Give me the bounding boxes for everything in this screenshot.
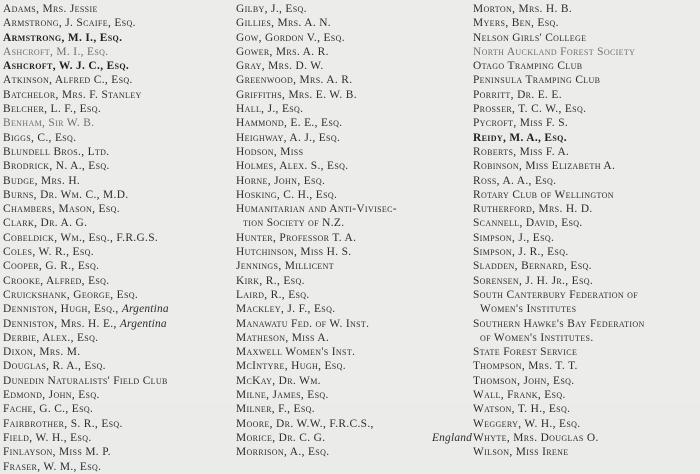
name-entry — [236, 274, 480, 288]
entry-name: Gower, Mrs. A. R. — [236, 45, 329, 58]
name-entry — [3, 374, 235, 388]
name-entry — [236, 345, 480, 359]
name-column-3 — [473, 2, 700, 460]
name-entry — [473, 31, 700, 45]
entry-name: Thompson, Mrs. T. T. — [473, 360, 578, 373]
entry-name: Cobeldick, Wm., Esq., F.R.G.S. — [3, 231, 159, 244]
entry-name: Laird, R., Esq. — [236, 288, 310, 301]
name-entry — [236, 216, 480, 230]
entry-name: Robinson, Miss Elizabeth A. — [473, 160, 616, 173]
name-entry — [3, 131, 235, 145]
entry-name: Atkinson, Alfred C., Esq. — [3, 74, 133, 87]
entry-name: Hutchinson, Miss H. S. — [236, 246, 352, 259]
name-entry — [473, 302, 700, 316]
entry-name: Nelson Girls' College — [473, 31, 587, 44]
entry-name: Fairbrother, S. R., Esq. — [3, 417, 123, 430]
entry-name: Southern Hawke's Bay Federation — [473, 317, 645, 330]
name-entry — [473, 245, 700, 259]
name-entry — [236, 245, 480, 259]
name-entry — [473, 202, 700, 216]
name-entry — [473, 231, 700, 245]
name-entry — [3, 145, 235, 159]
name-entry — [236, 174, 480, 188]
name-entry — [236, 317, 480, 331]
name-entry — [3, 45, 235, 59]
entry-name: Roberts, Miss F. A. — [473, 145, 570, 158]
name-entry — [236, 374, 480, 388]
name-entry — [3, 245, 235, 259]
entry-name: Fache, G. C., Esq. — [3, 403, 94, 416]
name-entry — [3, 59, 235, 73]
name-entry — [3, 231, 235, 245]
entry-name: Milner, F., Esq. — [236, 403, 315, 416]
entry-name: of Women's Institutes. — [480, 331, 594, 344]
entry-name: Cruickshank, George, Esq. — [3, 288, 139, 301]
entry-name: Brodrick, N. A., Esq. — [3, 160, 110, 173]
entry-name: Biggs, C., Esq. — [3, 131, 77, 144]
entry-name: Armstrong, J. Scaife, Esq. — [3, 17, 136, 30]
entry-name: tion Society of N.Z. — [243, 217, 345, 230]
entry-name: Clark, Dr. A. G. — [3, 217, 88, 230]
entry-name: Morice, Dr. C. G. — [236, 431, 326, 444]
name-entry — [3, 317, 235, 331]
entry-name: Jennings, Millicent — [236, 260, 335, 273]
name-entry — [236, 145, 480, 159]
name-entry — [3, 202, 235, 216]
name-entry — [473, 88, 700, 102]
entry-name: Women's Institutes — [480, 303, 577, 316]
name-entry — [3, 445, 235, 459]
name-entry — [473, 417, 700, 431]
name-entry — [473, 16, 700, 30]
entry-name: Simpson, J., Esq. — [473, 231, 555, 244]
name-entry — [3, 102, 235, 116]
name-entry — [473, 374, 700, 388]
entry-name: Morton, Mrs. H. B. — [473, 3, 573, 15]
name-entry — [473, 73, 700, 87]
entry-name: Rutherford, Mrs. H. D. — [473, 203, 593, 216]
entry-name: Mackley, J. F., Esq. — [236, 303, 336, 316]
name-entry — [473, 402, 700, 416]
name-entry — [3, 188, 235, 202]
name-entry — [473, 445, 700, 459]
entry-name: Crooke, Alfred, Esq. — [3, 274, 110, 287]
entry-name: Burns, Dr. Wm. C., M.D. — [3, 188, 129, 201]
entry-name: Belcher, L. F., Esq. — [3, 103, 102, 116]
name-entry — [473, 116, 700, 130]
name-entry — [473, 159, 700, 173]
entry-name: Morrison, A., Esq. — [236, 446, 330, 459]
name-entry — [3, 417, 235, 431]
name-entry — [3, 88, 235, 102]
name-entry — [236, 116, 480, 130]
entry-name: Ashcroft, W. J. C., Esq. — [3, 60, 130, 73]
name-entry — [3, 16, 235, 30]
entry-name: Simpson, J. R., Esq. — [473, 246, 569, 259]
entry-name: McKay, Dr. Wm. — [236, 374, 321, 387]
entry-name: Gow, Gordon V., Esq. — [236, 31, 345, 44]
entry-name: Horne, John, Esq. — [236, 174, 326, 187]
name-entry — [236, 288, 480, 302]
name-column-2 — [236, 2, 480, 460]
name-entry — [473, 345, 700, 359]
entry-name: Chambers, Mason, Esq. — [3, 203, 120, 216]
name-entry — [236, 359, 480, 373]
name-entry — [473, 359, 700, 373]
name-entry — [3, 216, 235, 230]
name-entry — [473, 317, 700, 331]
name-entry — [3, 359, 235, 373]
name-entry — [236, 445, 480, 459]
name-entry — [236, 231, 480, 245]
entry-name: Hosking, C. H., Esq. — [236, 188, 338, 201]
name-entry — [473, 188, 700, 202]
entry-name: Dunedin Naturalists' Field Club — [3, 374, 168, 387]
entry-name: Porritt, Dr. E. E. — [473, 88, 562, 101]
entry-name: Humanitarian and Anti-Vivisec- — [236, 203, 397, 216]
entry-name: Moore, Dr. W.W., F.R.C.S., — [236, 417, 374, 430]
name-entry — [3, 274, 235, 288]
name-entry — [473, 59, 700, 73]
entry-name: Heighway, A. J., Esq. — [236, 131, 341, 144]
name-entry — [236, 45, 480, 59]
name-entry — [236, 2, 480, 16]
name-entry — [236, 417, 480, 431]
name-entry — [236, 131, 480, 145]
entry-name: Denniston, Mrs. H. E., — [3, 317, 117, 330]
entry-name: Matheson, Miss A. — [236, 331, 330, 344]
entry-name: Rotary Club of Wellington — [473, 188, 614, 201]
entry-name: Thomson, John, Esq. — [473, 374, 575, 387]
entry-name: Sorensen, J. H. Jr., Esq. — [473, 274, 594, 287]
entry-name: Hall, J., Esq. — [236, 103, 304, 116]
name-entry — [473, 145, 700, 159]
entry-name: Manawatu Fed. of W. Inst. — [236, 317, 370, 330]
entry-name: Edmond, John, Esq. — [3, 389, 100, 402]
name-entry — [3, 288, 235, 302]
entry-name: Wall, Frank, Esq. — [473, 389, 566, 402]
name-entry — [473, 174, 700, 188]
entry-name: Sladden, Bernard, Esq. — [473, 260, 592, 273]
entry-location: Argentina — [119, 317, 167, 330]
name-entry — [473, 45, 700, 59]
entry-name: Holmes, Alex. S., Esq. — [236, 160, 349, 173]
entry-name: Derbie, Alex., Esq. — [3, 331, 99, 344]
name-entry — [473, 431, 700, 445]
entry-name: Douglas, R. A., Esq. — [3, 360, 106, 373]
entry-name: Fraser, W. M., Esq. — [3, 460, 102, 473]
entry-name: Hunter, Professor T. A. — [236, 231, 357, 244]
name-entry — [236, 102, 480, 116]
entry-name: Griffiths, Mrs. E. W. B. — [236, 88, 357, 101]
entry-name: Gillies, Mrs. A. N. — [236, 17, 331, 30]
name-entry — [3, 116, 235, 130]
name-entry — [473, 216, 700, 230]
entry-name: Milne, James, Esq. — [236, 389, 329, 402]
entry-name: Prosser, T. C. W., Esq. — [473, 103, 587, 116]
name-entry — [3, 388, 235, 402]
entry-name: Scannell, David, Esq. — [473, 217, 583, 230]
entry-name: Dixon, Mrs. M. — [3, 346, 81, 359]
name-entry — [3, 2, 235, 16]
entry-name: Batchelor, Mrs. F. Stanley — [3, 88, 142, 101]
entry-name: Gray, Mrs. D. W. — [236, 60, 324, 73]
entry-name: South Canterbury Federation of — [473, 288, 639, 301]
entry-name: Hammond, E. E., Esq. — [236, 117, 343, 130]
entry-name: Peninsula Tramping Club — [473, 74, 601, 87]
name-entry — [3, 159, 235, 173]
name-entry — [236, 202, 480, 216]
entry-name: Greenwood, Mrs. A. R. — [236, 74, 353, 87]
entry-name: Benham, Sir W. B. — [3, 117, 95, 130]
name-entry — [3, 73, 235, 87]
entry-name: Finlayson, Miss M. P. — [3, 446, 111, 459]
entry-name: Ross, A. A., Esq. — [473, 174, 557, 187]
entry-name: Ashcroft, M. I., Esq. — [3, 45, 109, 58]
name-entry — [3, 31, 235, 45]
entry-name: Kirk, R., Esq. — [236, 274, 305, 287]
entry-name: Budge, Mrs. H. — [3, 174, 81, 187]
name-entry — [236, 16, 480, 30]
name-entry — [236, 31, 480, 45]
name-entry — [473, 2, 700, 16]
name-entry — [236, 388, 480, 402]
name-entry — [236, 431, 480, 445]
entry-name: Myers, Ben, Esq. — [473, 17, 559, 30]
name-entry — [236, 88, 480, 102]
entry-name: Pycroft, Miss F. S. — [473, 117, 569, 130]
name-column-1 — [3, 2, 235, 474]
name-entry — [473, 102, 700, 116]
name-entry — [236, 402, 480, 416]
name-entry — [236, 331, 480, 345]
entry-name: Coles, W. R., Esq. — [3, 246, 94, 259]
entry-name: Adams, Mrs. Jessie — [3, 3, 98, 15]
name-entry — [3, 331, 235, 345]
entry-name: Maxwell Women's Inst. — [236, 346, 356, 359]
entry-name: McIntyre, Hugh, Esq. — [236, 360, 346, 373]
entry-name: Armstrong, M. I., Esq. — [3, 31, 123, 44]
entry-location: England — [432, 431, 472, 444]
entry-name: State Forest Service — [473, 346, 578, 359]
entry-name: Wilson, Miss Irene — [473, 446, 569, 459]
name-entry — [236, 188, 480, 202]
name-entry — [236, 59, 480, 73]
name-entry — [3, 460, 235, 474]
name-entry — [236, 73, 480, 87]
name-entry — [473, 274, 700, 288]
entry-name: Reidy, M. A., Esq. — [473, 131, 567, 144]
name-entry — [473, 388, 700, 402]
entry-name: Field, W. H., Esq. — [3, 431, 92, 444]
name-entry — [3, 259, 235, 273]
name-entry — [236, 302, 480, 316]
name-entry — [473, 331, 700, 345]
name-entry — [3, 431, 235, 445]
entry-name: Otago Tramping Club — [473, 60, 583, 73]
entry-name: Watson, T. H., Esq. — [473, 403, 571, 416]
entry-name: Gilby, J., Esq. — [236, 3, 307, 15]
name-entry — [3, 402, 235, 416]
entry-name: Blundell Bros., Ltd. — [3, 145, 110, 158]
name-entry — [3, 302, 235, 316]
name-entry — [236, 159, 480, 173]
entry-name: North Auckland Forest Society — [473, 45, 636, 58]
name-entry — [473, 131, 700, 145]
entry-name: Denniston, Hugh, Esq., — [3, 303, 119, 316]
name-entry — [3, 174, 235, 188]
name-entry — [3, 345, 235, 359]
name-entry — [473, 259, 700, 273]
name-entry — [236, 259, 480, 273]
entry-name: Whyte, Mrs. Douglas O. — [473, 431, 599, 444]
name-entry — [473, 288, 700, 302]
entry-name: Weggery, W. H., Esq. — [473, 417, 581, 430]
entry-location: Argentina — [121, 303, 169, 316]
entry-name: Cooper, G. R., Esq. — [3, 260, 100, 273]
entry-name: Hodson, Miss — [236, 145, 304, 158]
